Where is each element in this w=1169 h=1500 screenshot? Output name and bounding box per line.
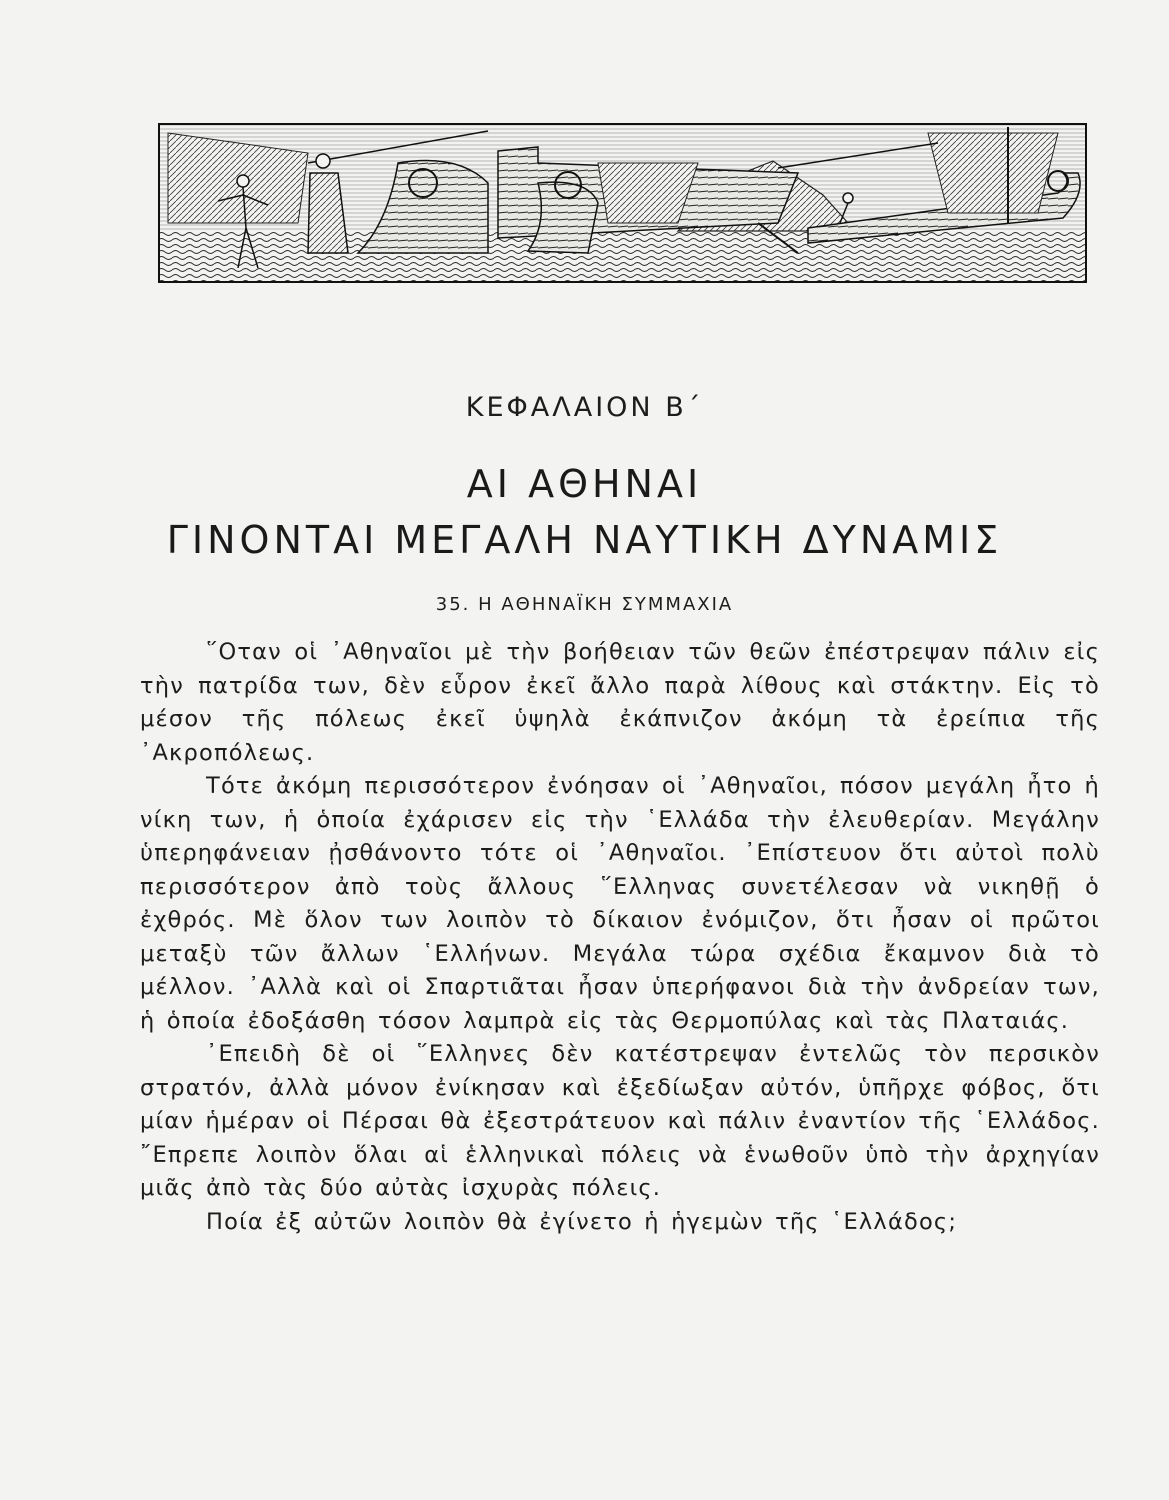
chapter-title-line-1: ΑΙ ΑΘΗΝΑΙ bbox=[466, 462, 703, 506]
chapter-label: ΚΕΦΑΛΑΙΟΝ Β΄ bbox=[465, 392, 704, 423]
body-text bbox=[140, 636, 1100, 1239]
ships-engraving-illustration bbox=[158, 123, 1087, 283]
paragraph-4: Ποία ἐξ αὐτῶν λοιπὸν θὰ ἐγίνετο ἡ ἡγεμὼν τῆς ῾Ελλάδος; bbox=[206, 1208, 958, 1235]
section-heading: 35. Η ΑΘΗΝΑΪΚΗ ΣΥΜΜΑΧΙΑ bbox=[435, 594, 734, 615]
chapter-title-line-2: ΓΙΝΟΝΤΑΙ ΜΕΓΑΛΗ ΝΑΥΤΙΚΗ ΔΥΝΑΜΙΣ bbox=[166, 518, 1003, 562]
paragraph-2: Τότε ἀκόμη περισσότερον ἐνόησαν οἱ ᾿Αθηναῖοι, πόσον μεγάλη ἦτο ἡ νίκη των, ἡ ὁποία ἐχάρισεν εἰς τὴν ῾Ελλάδα τὴν ἐλευθερίαν. Μεγάλην ὑπερηφάνειαν ᾐσθάνοντο τότε οἱ ᾿Αθηναῖοι. ᾿Επίστευον ὅτι αὐτοὶ πολὺ περισσότερον ἀπὸ τοὺς ἄλλους ῞Ελληνας συνετέλεσαν νὰ νικηθῇ ὁ ἐχθρός. Μὲ ὅλον των λοιπὸν τὸ δίκαιον ἐνόμιζον, ὅτι ἦσαν οἱ πρῶτοι μεταξὺ τῶν ἄλλων ῾Ελλήνων. Μεγάλα τώρα σχέδια ἔκαμνον διὰ τὸ μέλλον. ᾿Αλλὰ καὶ οἱ Σπαρτιᾶται ἦσαν ὑπερήφανοι διὰ τὴν ἀνδρείαν των, ἡ ὁποία ἐδοξάσθη τόσον λαμπρὰ εἰς τὰς Θερμοπύλας καὶ τὰς Πλαταιάς. bbox=[140, 773, 1100, 1034]
paragraph-1: ῞Οταν οἱ ᾿Αθηναῖοι μὲ τὴν βοήθειαν τῶν θεῶν ἐπέστρεψαν πάλιν εἰς τὴν πατρίδα των, δὲν εὗρον ἐκεῖ ἄλλο παρὰ λίθους καὶ στάκτην. Εἰς τὸ μέσον τῆς πόλεως ἐκεῖ ὑψηλὰ ἐκάπνιζον ἀκόμη τὰ ἐρείπια τῆς ᾿Ακροπόλεως. bbox=[140, 639, 1100, 766]
paragraph-3: ᾿Επειδὴ δὲ οἱ ῞Ελληνες δὲν κατέστρεψαν ἐντελῶς τὸν περσικὸν στρατόν, ἀλλὰ μόνον ἐνίκησαν καὶ ἐξεδίωξαν αὐτόν, ὑπῆρχε φόβος, ὅτι μίαν ἡμέραν οἱ Πέρσαι θὰ ἐξεστράτευον καὶ πάλιν ἐναντίον τῆς ῾Ελλάδος. ῎Επρεπε λοιπὸν ὅλαι αἱ ἑλληνικαὶ πόλεις νὰ ἑνωθοῦν ὑπὸ τὴν ἀρχηγίαν μιᾶς ἀπὸ τὰς δύο αὐτὰς ἰσχυρὰς πόλεις. bbox=[140, 1041, 1100, 1201]
